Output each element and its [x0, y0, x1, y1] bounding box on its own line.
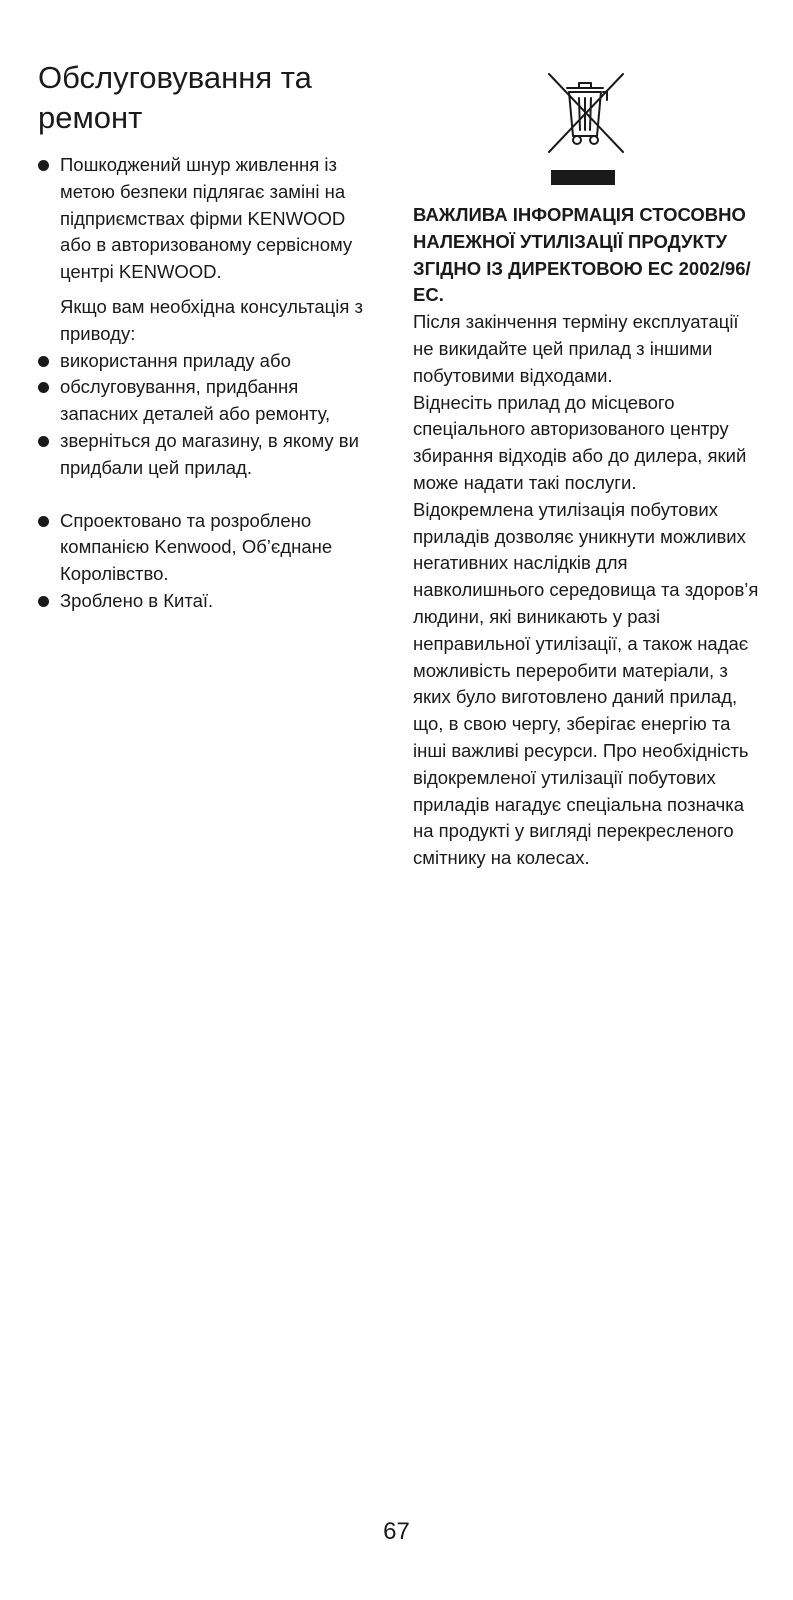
disposal-paragraph-3: Відокремлена утилізація побутових приладів дозволяє уникнути можливих негативних наслідків для навколишнього середовища та здоров’я людини, які виникають у разі неправильної утилізації, а також надає можливість переробити матеріали, з яких було виготовлено даний прилад, що, в свою чергу, зберігає енергію та інші важливі ресурси. Про необхідність відокремленої утилізації побутових приладів нагадує спеціальна позначка на продукті у вигляді перекресленого смітнику на колесах. — [413, 498, 759, 869]
bullet-designed-by: Спроектовано та розроблено компанією Kenwood, Об’єднане Королівство. — [38, 508, 378, 588]
service-bullet-list — [38, 152, 378, 286]
bullet-usage: використання приладу або — [38, 348, 378, 375]
page-number: 67 — [383, 1518, 410, 1545]
left-body — [38, 152, 378, 615]
consultation-intro: Якщо вам необхідна консультація з приводу: — [60, 295, 364, 344]
bullet-made-in: Зроблено в Китаї. — [38, 588, 378, 615]
bullet-cord-replacement: Пошкоджений шнур живлення із метою безпеки підлягає заміні на підприємствах фірми KENWOOD або в авторизованому сервісному центрі KENWOOD. — [38, 152, 378, 286]
disposal-paragraph-1: Після закінчення терміну експлуатації не викидайте цей прилад з іншими побутовими відходами. — [413, 311, 739, 386]
weee-symbol — [413, 70, 763, 190]
disposal-heading: ВАЖЛИВА ІНФОРМАЦІЯ СТОСОВНО НАЛЕЖНОЇ УТИЛІЗАЦІЇ ПРОДУКТУ ЗГІДНО ІЗ ДИРЕКТОВОЮ ЕС 2002/96/ЕС. — [413, 204, 751, 306]
bullet-contact-store: зверніться до магазину, в якому ви придбали цей прилад. — [38, 428, 378, 482]
origin-bullet-list — [38, 508, 378, 615]
section-title: Обслуговування та ремонт — [38, 60, 312, 135]
right-column — [413, 70, 763, 872]
weee-underline-bar — [551, 170, 615, 185]
bullet-service-parts: обслуговування, придбання запасних деталей або ремонту, — [38, 374, 378, 428]
disposal-paragraph-2: Віднесіть прилад до місцевого спеціального авторизованого центру збирання відходів або до дилера, який може надати такі послуги. — [413, 391, 747, 493]
consultation-bullet-list — [38, 348, 378, 482]
left-column — [38, 58, 378, 615]
crossed-out-wheelie-bin-icon — [541, 70, 631, 156]
